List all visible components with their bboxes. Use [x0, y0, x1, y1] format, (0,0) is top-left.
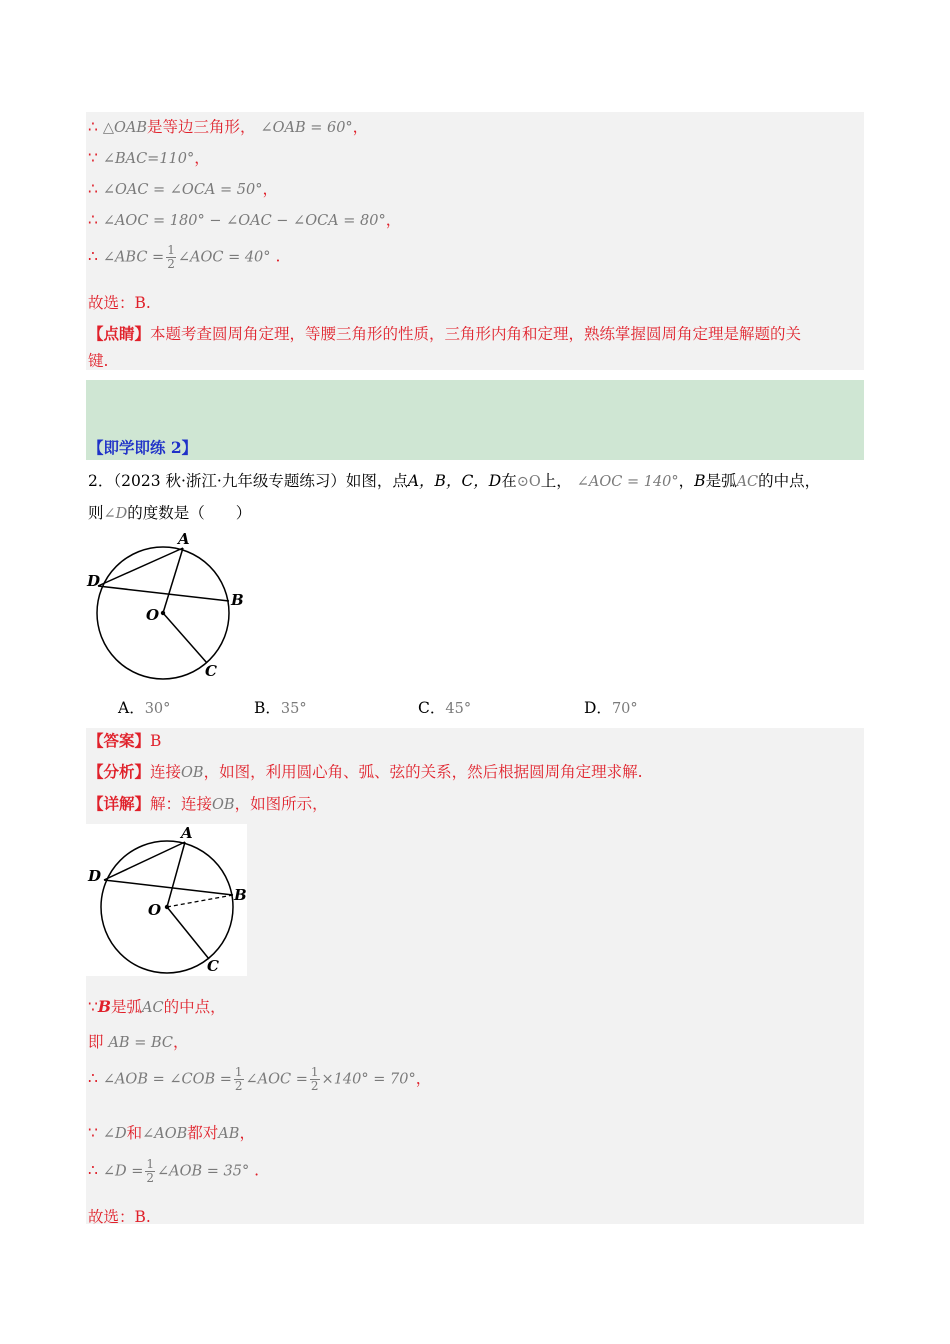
radius-oc — [163, 613, 207, 663]
label-c: C — [205, 662, 217, 680]
option-d[interactable]: D．70° — [584, 699, 638, 717]
fraction: $\frac{1}{2}$ — [310, 1065, 319, 1093]
option-c[interactable]: C．45° — [418, 699, 472, 717]
label-a: A — [178, 530, 190, 548]
dashed-ob — [167, 895, 233, 907]
option-b[interactable]: B．35° — [254, 699, 307, 717]
label-a: A — [181, 824, 193, 842]
chord-da — [104, 842, 185, 880]
answer-line: 【答案】B — [88, 731, 162, 750]
label-d: D — [88, 867, 102, 885]
center-point — [165, 905, 169, 909]
label-o: O — [148, 901, 162, 919]
label-d: D — [87, 572, 101, 590]
prev-line-3: ∴ ∠OAC = ∠OCA = 50°， — [88, 180, 278, 198]
chord-da — [98, 548, 183, 586]
radius-oa — [163, 548, 183, 613]
prev-line-1: ∴ △OAB是等边三角形， ∠OAB = 60°， — [88, 118, 369, 136]
fraction: $\frac{1}{2}$ — [167, 243, 175, 271]
radius-oc — [167, 907, 209, 959]
detail-line: 【详解】解：连接OB，如图所示， — [88, 794, 328, 813]
label-b: B — [231, 591, 244, 609]
prev-line-2: ∵ ∠BAC=110°， — [88, 149, 210, 167]
fraction: $\frac{1}{2}$ — [146, 1157, 154, 1185]
prev-comment-line-1: 【点睛】本题考查圆周角定理，等腰三角形的性质，三角形内角和定理，熟练掌握圆周角定理是解题的关 — [88, 324, 802, 343]
label-c: C — [207, 957, 219, 975]
center-point — [161, 611, 165, 615]
question-figure — [86, 528, 256, 684]
question-line-1: 2．（2023 秋·浙江·九年级专题练习）如图，点A，B，C，D在⊙O上， ∠AOC = 140°，B是弧AC的中点， — [88, 472, 821, 490]
analysis-line: 【分析】连接OB，如图，利用圆心角、弧、弦的关系，然后根据圆周角定理求解. — [88, 762, 643, 781]
solution-step-4: ∵ ∠D和∠AOB都对AB， — [88, 1124, 255, 1142]
solution-step-2: 即 AB = BC， — [88, 1033, 189, 1051]
label-b: B — [234, 886, 247, 904]
solution-figure — [86, 824, 247, 976]
fraction: $\frac{1}{2}$ — [234, 1065, 243, 1093]
solution-step-5: ∴ ∠D = $\frac{1}{2}$ ∠AOB = 35° . — [88, 1157, 260, 1185]
chord-db — [104, 880, 233, 895]
label-o: O — [146, 606, 160, 624]
prev-line-4: ∴ ∠AOC = 180° − ∠OAC − ∠OCA = 80°， — [88, 211, 402, 229]
question-line-2: 则∠D的度数是（ ） — [88, 504, 252, 522]
prev-line-5: ∴ ∠ABC = $\frac{1}{2}$ ∠AOC = 40° . — [88, 243, 281, 271]
solution-step-1: ∵B是弧AC的中点， — [88, 997, 226, 1016]
prev-choice: 故选：B. — [88, 294, 151, 312]
solution-choice: 故选：B. — [88, 1208, 151, 1226]
prev-comment-line-2: 键. — [88, 352, 109, 370]
section-title: 【即学即练 2】 — [88, 438, 198, 457]
radius-oa — [167, 842, 185, 907]
section-banner — [86, 380, 864, 460]
chord-db — [98, 586, 229, 601]
option-a[interactable]: A．30° — [118, 699, 171, 717]
solution-step-3: ∴ ∠AOB = ∠COB = $\frac{1}{2}$ ∠AOC = $\frac{1}{2}$ ×140° = 70°， — [88, 1065, 432, 1093]
